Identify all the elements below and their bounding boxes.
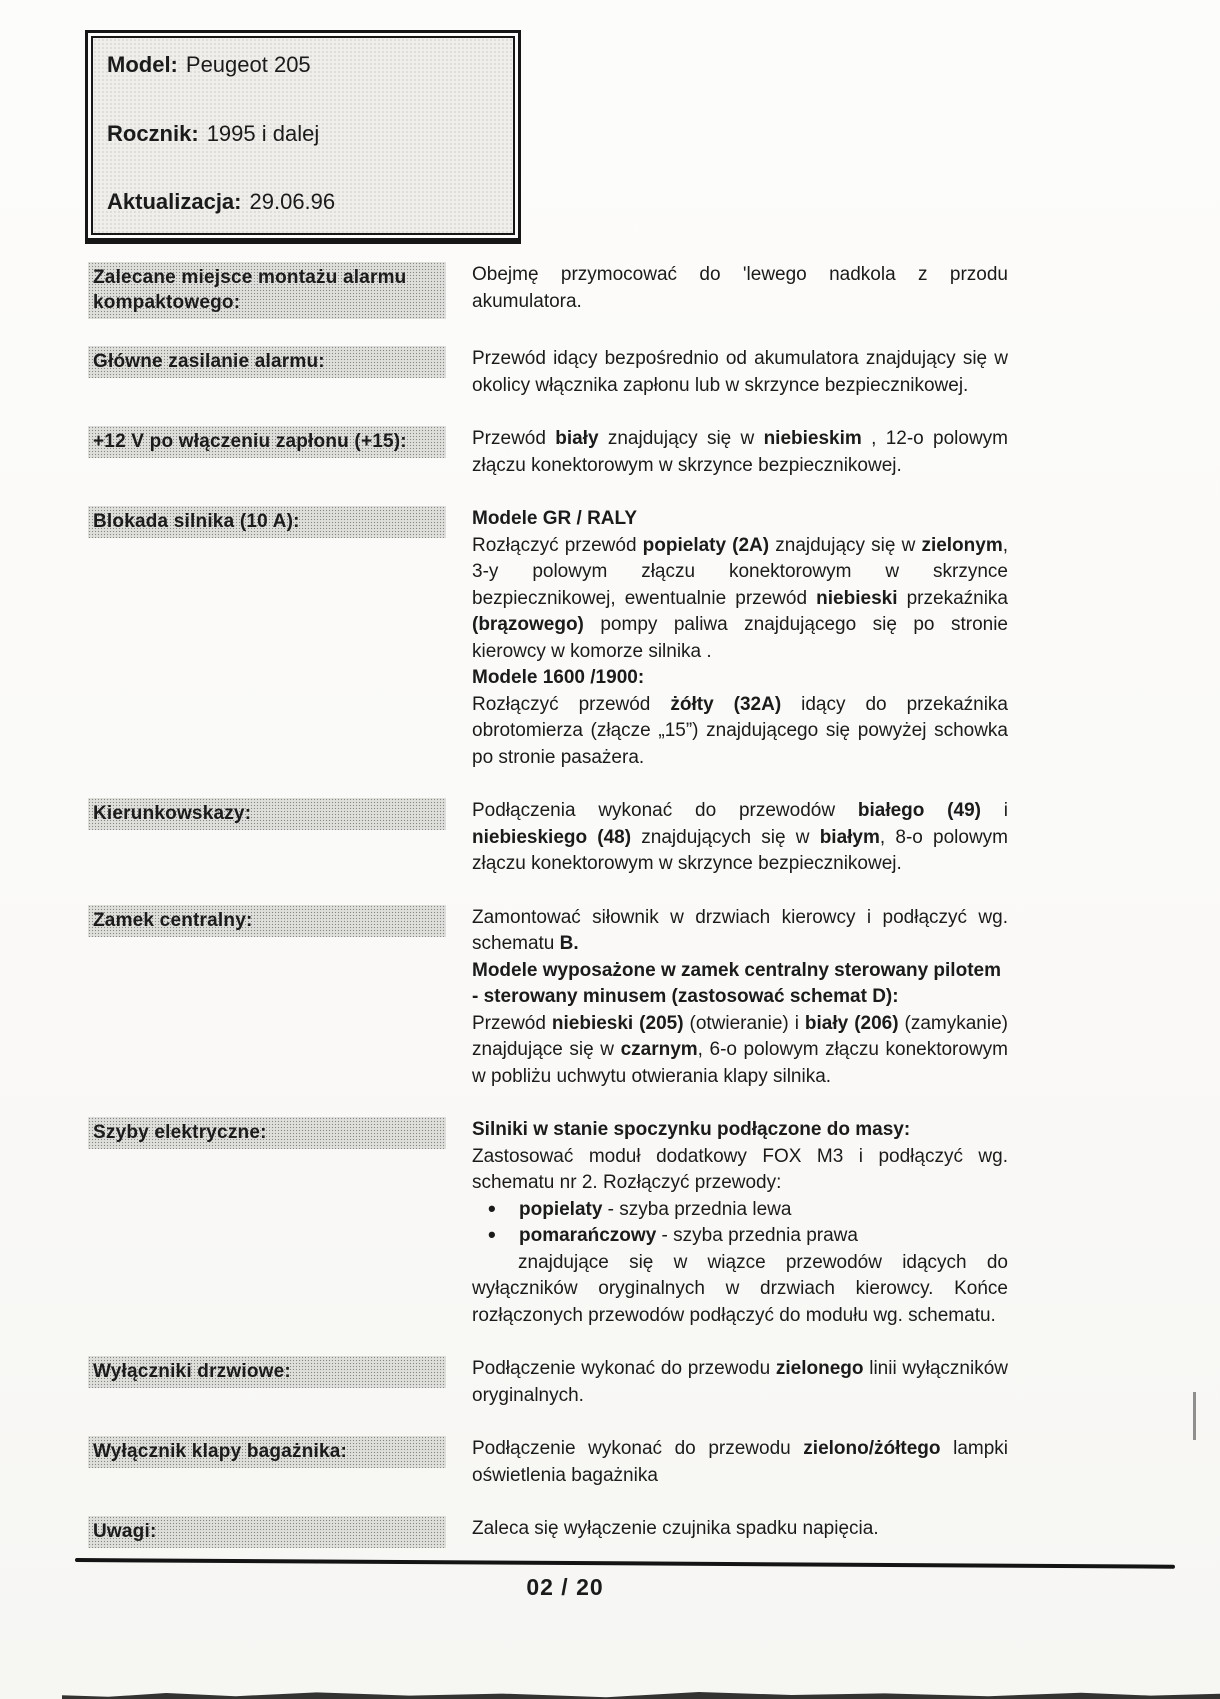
section-paragraph	[472, 1516, 1008, 1543]
section-row	[88, 346, 1008, 399]
bold-text: Silniki w stanie spoczynku podłączone do masy:	[472, 1119, 911, 1140]
footer	[75, 1558, 1175, 1601]
section-label: Blokada silnika (10 A):	[88, 506, 446, 538]
section-content	[472, 1117, 1008, 1329]
sections	[88, 262, 1008, 1575]
section-row	[88, 1356, 1008, 1409]
section-label: Wyłącznik klapy bagażnika:	[88, 1436, 446, 1468]
section-row	[88, 1117, 1008, 1329]
header-field-value: 29.06.96	[249, 189, 336, 214]
bold-text: biały	[555, 428, 599, 449]
section-paragraph	[472, 958, 1008, 1011]
text: Podłączenia wykonać do przewodów	[472, 800, 858, 821]
bold-text: niebieski	[816, 587, 898, 609]
section-label: Główne zasilanie alarmu:	[88, 346, 446, 378]
section-content	[472, 905, 1008, 1091]
section-paragraph	[472, 533, 1008, 666]
section-paragraph	[472, 1356, 1008, 1409]
section-content	[472, 262, 1008, 315]
text: Przewód	[472, 428, 556, 449]
section-row	[88, 262, 1008, 319]
bold-text: białym	[819, 826, 880, 848]
section-row	[88, 426, 1008, 479]
text: lampki oświetlenia bagażnika	[472, 1438, 1009, 1486]
section-paragraph	[472, 262, 1008, 315]
text: Przewód idący bezpośrednio od akumulatora znajdujący się w okolicy włącznika zapłonu lub w skrzynce bezpiecznikowej.	[472, 348, 1008, 396]
bold-text: biały (206)	[804, 1012, 899, 1034]
scan-artifact-bottom-edge	[62, 1689, 1220, 1699]
header-box-inner	[91, 36, 515, 235]
section-content	[472, 426, 1008, 479]
text: (otwieranie) i	[683, 1012, 805, 1034]
section-row	[88, 798, 1008, 878]
section-label: Wyłączniki drzwiowe:	[88, 1356, 446, 1388]
text: - szyba przednia lewa	[602, 1198, 792, 1220]
header-field-aktualizacja	[107, 189, 503, 215]
bold-text: niebieskiego (48)	[472, 826, 632, 848]
section-content	[472, 1356, 1008, 1409]
section-content	[472, 506, 1008, 771]
bullet-item	[472, 1223, 1008, 1250]
section-content	[472, 346, 1008, 399]
section-label: Zalecane miejsce montażu alarmu kompaktowego:	[88, 262, 446, 319]
bold-text: zielonego	[775, 1358, 864, 1379]
header-field-label: Rocznik:	[107, 120, 199, 146]
text: znajdujących się w	[631, 826, 820, 848]
text: znajdujący się w	[769, 534, 922, 556]
bold-text: niebieski (205)	[551, 1012, 684, 1034]
section-row	[88, 1516, 1008, 1548]
text: , 3-y polowym złączu konektorowym w skrzynce bezpiecznikowej, ewentualnie przewód	[472, 534, 1009, 609]
section-paragraph	[472, 1250, 1008, 1330]
section-content	[472, 798, 1008, 878]
section-row	[88, 1436, 1008, 1489]
text: Podłączenie wykonać do przewodu	[472, 1438, 804, 1459]
text: , 6-o polowym złączu konektorowym w pobliżu uchwytu otwierania klapy silnika.	[472, 1039, 1008, 1087]
text: , 8-o polowym złączu konektorowym w skrzynce bezpiecznikowej.	[472, 826, 1008, 874]
section-paragraph	[472, 1011, 1008, 1091]
text: przekaźnika	[897, 587, 1008, 609]
section-label: +12 V po włączeniu zapłonu (+15):	[88, 426, 446, 458]
text: i	[980, 800, 1009, 821]
header-field-value: 1995 i dalej	[206, 120, 320, 146]
scan-artifact-right-dash	[1193, 1392, 1196, 1440]
text: Rozłączyć przewód	[472, 534, 643, 556]
bold-text: popielaty (2A)	[642, 534, 770, 556]
section-paragraph	[472, 905, 1008, 958]
section-paragraph	[472, 1144, 1008, 1197]
bold-text: żółty (32A)	[670, 693, 782, 715]
bold-text: czarnym	[620, 1039, 698, 1060]
bold-text: popielaty	[519, 1198, 603, 1220]
text: znajdujący się w	[598, 428, 764, 449]
text: idący do przekaźnika obrotomierza (złącze „15”) znajdującego się powyżej schowka po stronie pasażera.	[472, 693, 1008, 768]
section-paragraph	[472, 665, 1008, 692]
page-number: 02 / 20	[526, 1574, 604, 1600]
bold-text: pomarańczowy	[519, 1225, 657, 1246]
header-box	[85, 30, 521, 244]
section-content	[472, 1436, 1008, 1489]
section-label: Uwagi:	[88, 1516, 446, 1548]
text: , 12-o polowym złączu konektorowym w skrzynce bezpiecznikowej.	[472, 428, 1008, 476]
section-content	[472, 1516, 1008, 1543]
section-paragraph	[472, 692, 1008, 772]
bold-text: Modele wyposażone w zamek centralny sterowany pilotem - sterowany minusem (zastosować schemat D):	[472, 959, 1001, 1007]
bold-text: zielonym	[921, 534, 1003, 556]
bold-text: niebieskim	[763, 428, 862, 449]
section-label: Zamek centralny:	[88, 905, 446, 937]
bold-text: białego (49)	[857, 800, 981, 821]
section-row	[88, 506, 1008, 771]
section-paragraph	[472, 426, 1008, 479]
bold-text: zielono/żółtego	[803, 1438, 941, 1459]
text: znajdujące się w wiązce przewodów idących do wyłączników oryginalnych w drzwiach kierowcy. Końce rozłączonych przewodów podłączyć do modułu wg. schematu.	[472, 1251, 1008, 1326]
section-row	[88, 905, 1008, 1091]
text: - szyba przednia prawa	[656, 1225, 858, 1246]
header-field-label: Model:	[107, 52, 178, 77]
section-paragraph	[472, 1117, 1008, 1144]
bullet-item	[472, 1197, 1008, 1224]
section-label: Szyby elektryczne:	[88, 1117, 446, 1149]
text: Rozłączyć przewód	[472, 693, 671, 715]
text: Obejmę przymocować do 'lewego nadkola z przodu akumulatora.	[472, 264, 1008, 312]
text: Zaleca się wyłączenie czujnika spadku napięcia.	[472, 1518, 879, 1539]
bold-text: B.	[559, 933, 579, 954]
text: Przewód	[472, 1012, 552, 1034]
header-field-label: Aktualizacja:	[107, 189, 242, 214]
footer-rule	[75, 1558, 1175, 1569]
text: Zamontować siłownik w drzwiach kierowcy i podłączyć wg. schematu	[472, 906, 1008, 954]
header-field-model	[107, 52, 503, 78]
text: Podłączenie wykonać do przewodu	[472, 1358, 776, 1379]
section-paragraph	[472, 1436, 1008, 1489]
text: pompy paliwa znajdującego się po stronie kierowcy w komorze silnika .	[472, 614, 1008, 662]
bold-text: (brązowego)	[472, 614, 584, 635]
section-paragraph	[472, 506, 1008, 533]
header-field-value: Peugeot 205	[185, 52, 311, 77]
section-paragraph	[472, 346, 1008, 399]
bold-text: Modele GR / RALY	[472, 508, 638, 529]
section-paragraph	[472, 798, 1008, 878]
text: Zastosować moduł dodatkowy FOX M3 i podłączyć wg. schematu nr 2. Rozłączyć przewody:	[472, 1145, 1008, 1193]
header-field-rocznik	[107, 121, 503, 147]
text: (zamykanie) znajdujące się w	[472, 1012, 1008, 1060]
section-label: Kierunkowskazy:	[88, 798, 446, 830]
text: linii wyłączników oryginalnych.	[472, 1358, 1008, 1406]
bold-text: Modele 1600 /1900:	[472, 667, 645, 688]
